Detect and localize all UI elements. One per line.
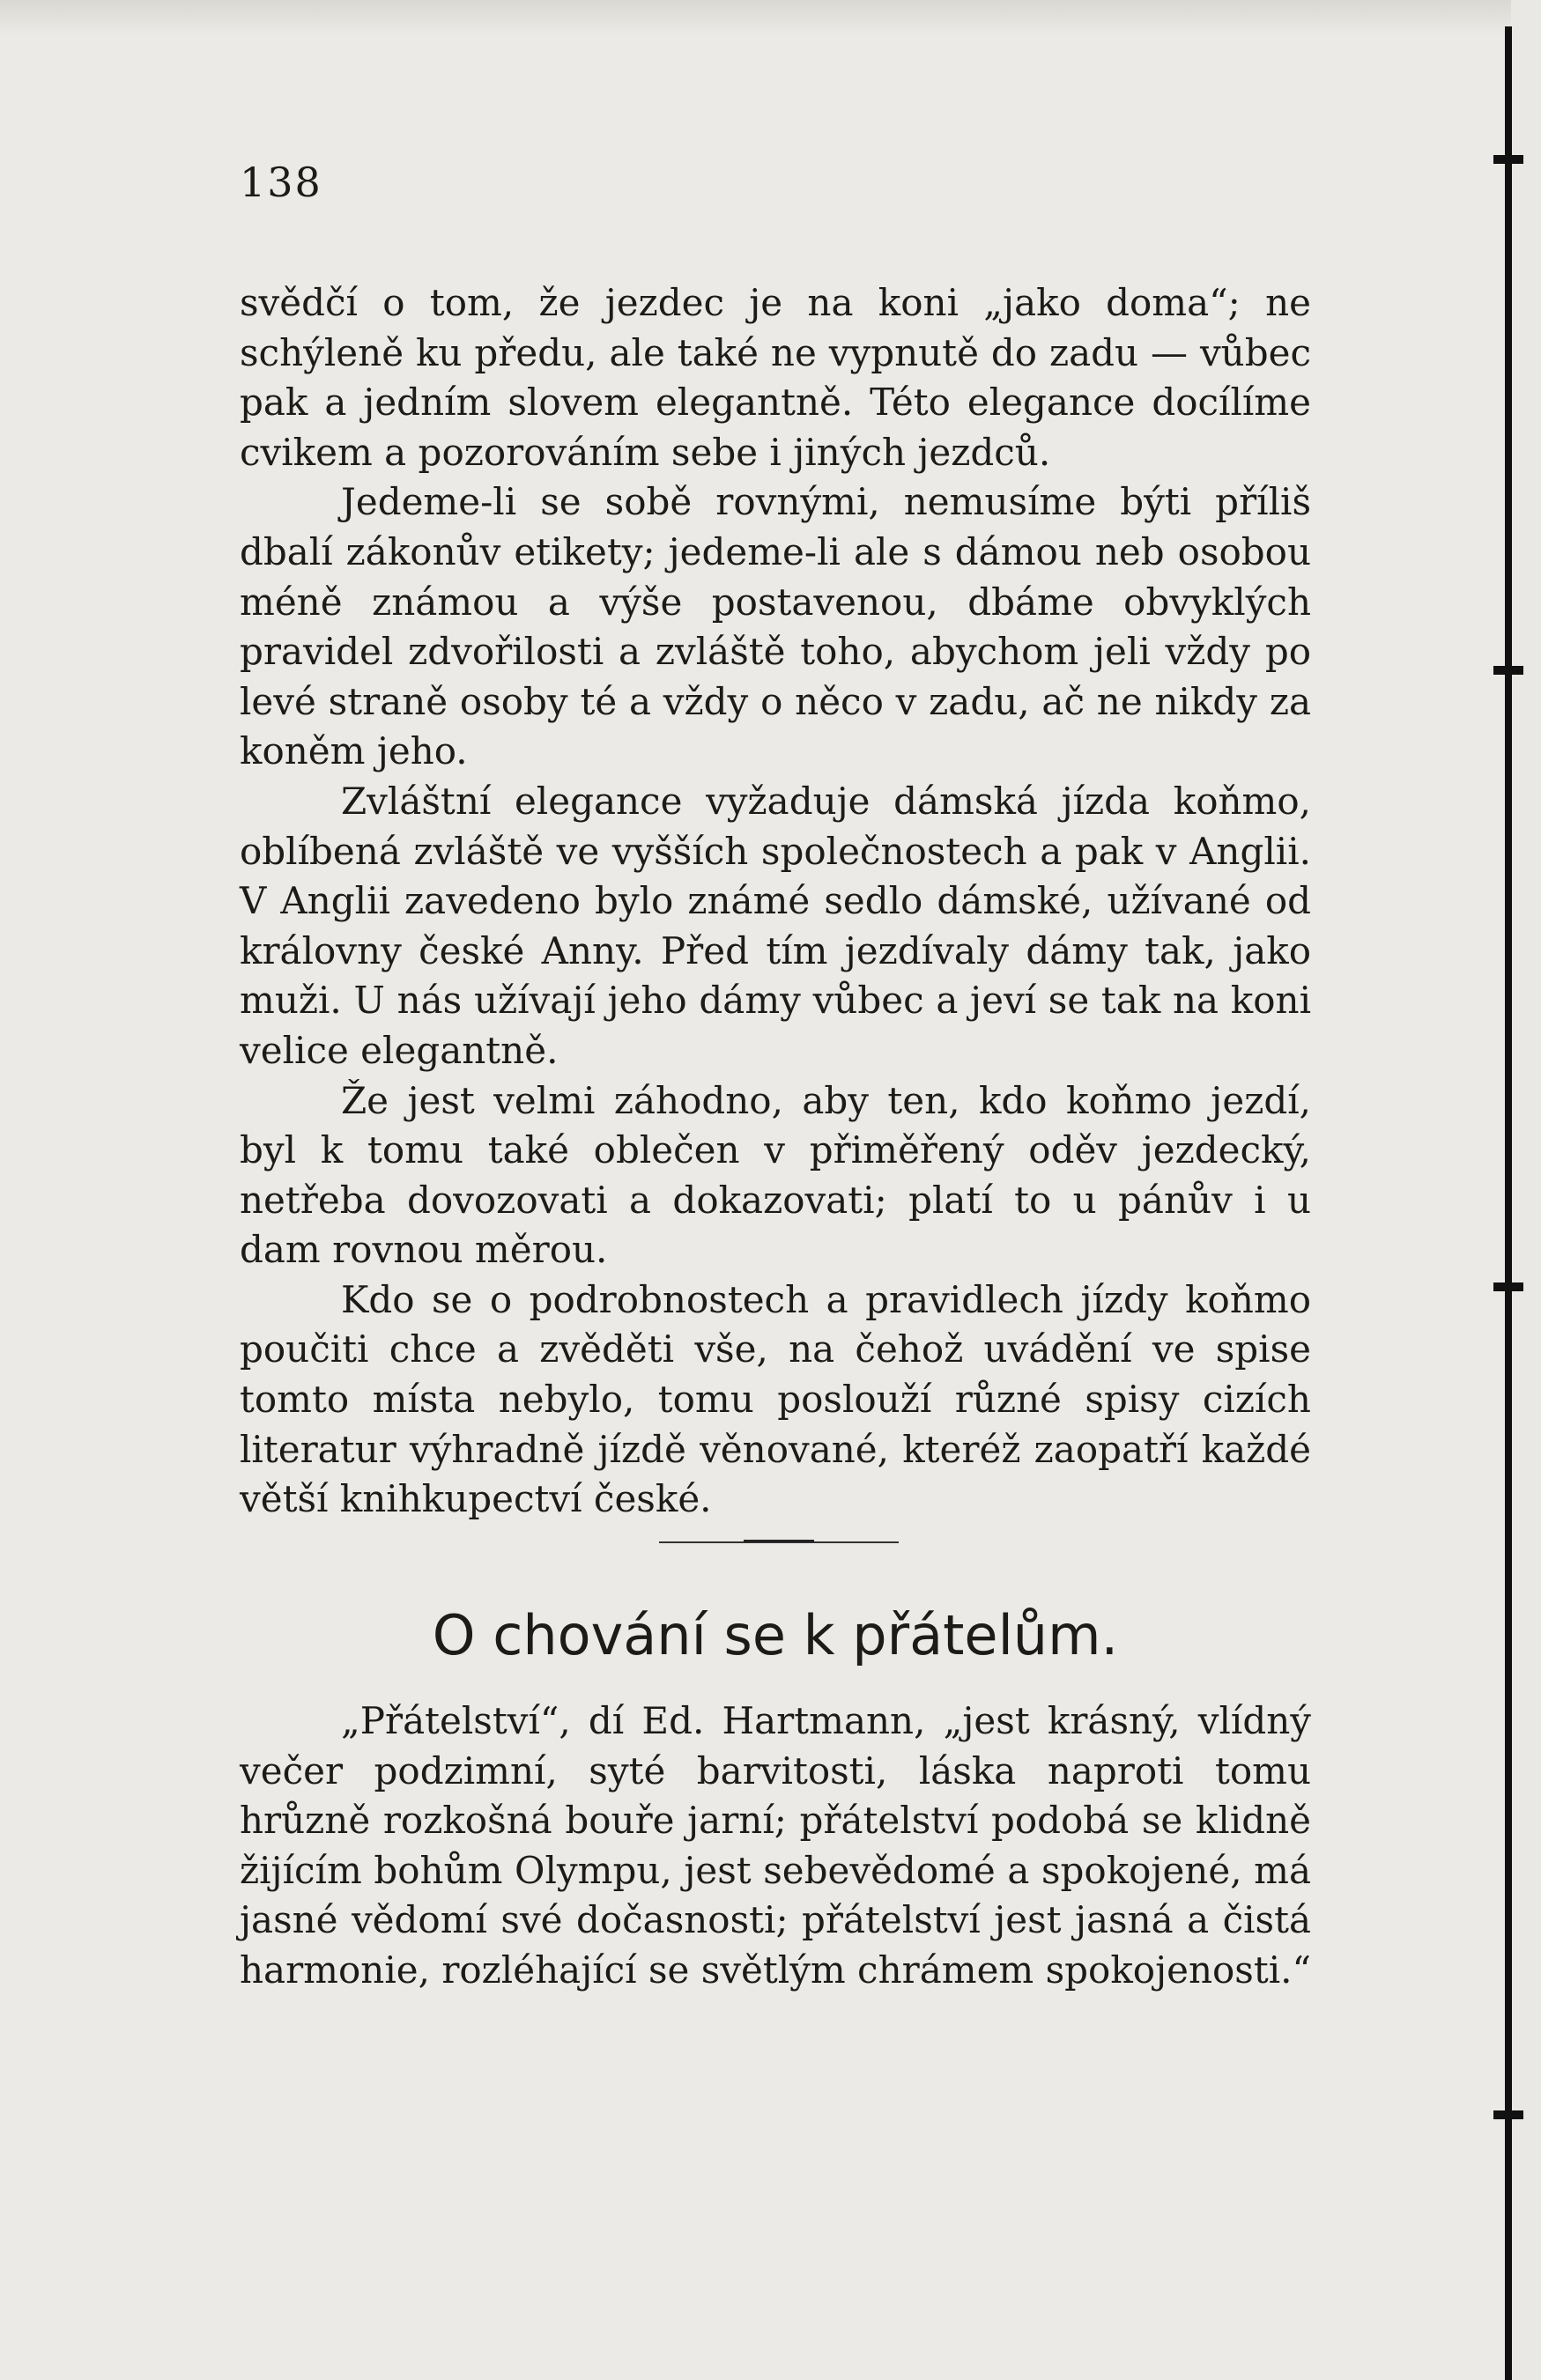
paragraph: svědčí o tom, že jezdec je na koni „jako doma“; ne schýleně ku předu, ale také ne vypnutě do zadu — vůbec pak a jedním slovem elegantně. Této elegance docílíme cvikem a pozorováním sebe i jiných jezdců. <box>240 281 1311 474</box>
friendship-section <box>240 1696 1311 1996</box>
paragraph: Že jest velmi záhodno, aby ten, kdo koňmo jezdí, byl k tomu také oblečen v přiměřený oděv jezdecký, netřeba dovozovati a dokazovati; platí to u pánův i u dam rovnou měrou. <box>240 1078 1311 1272</box>
book-edge <box>1505 26 1512 2380</box>
riding-section <box>240 278 1311 1525</box>
paragraph: Jedeme-li se sobě rovnými, nemusíme býti příliš dbalí zákonův etikety; jedeme-li ale s dámou neb osobou méně známou a výše postavenou, dbáme obvyklých pravidel zdvořilosti a zvláště toho, abychom jeli vždy po levé straně osoby té a vždy o něco v zadu, ač ne nikdy za koněm jeho. <box>240 480 1311 773</box>
edge-mark <box>1493 666 1523 675</box>
paragraph: „Přátelství“, dí Ed. Hartmann, „jest krásný, vlídný večer podzimní, syté barvitosti, láska naproti tomu hrůzně rozkošná bouře jarní; přátelství podobá se klidně žijícím bohům Olympu, jest sebevědomé a spokojené, má jasné vědomí své dočasnosti; přátelství jest jasná a čistá harmonie, rozléhající se světlým chrámem spokojenosti.“ <box>240 1699 1311 1992</box>
section-divider <box>659 1541 899 1543</box>
scan-shadow <box>0 0 1511 35</box>
edge-mark <box>1493 1282 1523 1291</box>
page-number: 138 <box>240 159 322 206</box>
edge-mark <box>1493 2110 1523 2119</box>
section-heading: O chování se k přátelům. <box>432 1603 1119 1667</box>
paragraph: Kdo se o podrobnostech a pravidlech jízdy koňmo poučiti chce a zvěděti vše, na čehož uvádění ve spise tomto místa nebylo, tomu poslouží různé spisy cizích literatur výhradně jízdě věnované, kteréž zaopatří každé větší knihkupectví české. <box>240 1277 1311 1521</box>
edge-mark <box>1493 155 1523 164</box>
paragraph: Zvláštní elegance vyžaduje dámská jízda koňmo, oblíbená zvláště ve vyšších společnostech a pak v Anglii. V Anglii zavedeno bylo známé sedlo dámské, užívané od královny české Anny. Před tím jezdívaly dámy tak, jako muži. U nás užívají jeho dámy vůbec a jeví se tak na koni velice elegantně. <box>240 779 1311 1072</box>
